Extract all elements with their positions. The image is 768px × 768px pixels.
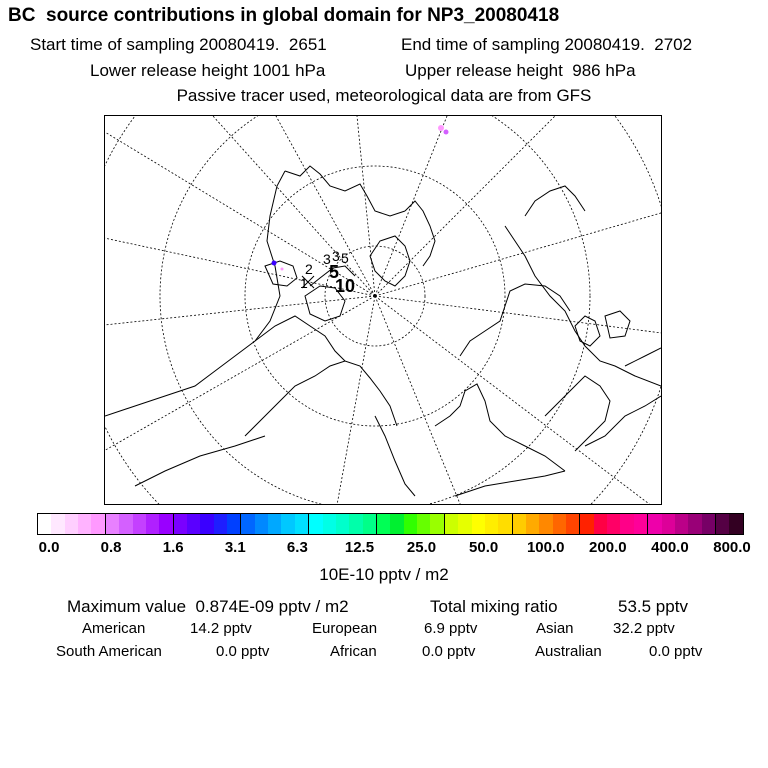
colorbar-units: 10E-10 pptv / m2	[319, 565, 449, 584]
source-label-european: European	[312, 620, 378, 637]
trajectory-label: 3	[323, 251, 331, 267]
tracer-note: Passive tracer used, meteorological data are from GFS	[176, 86, 592, 105]
colorbar-tick-label: 6.3	[286, 539, 308, 556]
total-mixing-ratio-label: Total mixing ratio	[430, 597, 558, 616]
colorbar-segment	[566, 514, 579, 534]
colorbar-tick-label: 800.0	[713, 539, 751, 556]
start-time-text: Start time of sampling 20080419. 2651	[30, 35, 327, 54]
colorbar-tick-label: 12.5	[344, 539, 375, 556]
colorbar-segment	[105, 514, 119, 534]
colorbar-segment	[634, 514, 647, 534]
colorbar-segment	[349, 514, 362, 534]
colorbar-segment	[620, 514, 633, 534]
meridian	[375, 116, 455, 296]
source-value-south-american: 0.0 pptv	[216, 643, 270, 660]
plume-spot	[444, 130, 449, 135]
source-value-asian: 32.2 pptv	[613, 620, 675, 637]
colorbar-segment	[702, 514, 715, 534]
colorbar-segment	[688, 514, 701, 534]
colorbar-tick-label: 100.0	[526, 539, 565, 556]
colorbar-tick-label: 0.0	[38, 539, 60, 556]
polar-map	[104, 115, 662, 505]
trajectory-label: 5	[341, 250, 349, 266]
colorbar-segment	[607, 514, 620, 534]
colorbar-tick-label: 200.0	[589, 539, 627, 556]
colorbar-segment	[173, 514, 187, 534]
plume-spot	[438, 125, 444, 131]
colorbar-segment	[390, 514, 403, 534]
source-label-asian: Asian	[536, 620, 574, 637]
source-value-american: 14.2 pptv	[190, 620, 252, 637]
colorbar-segment	[363, 514, 376, 534]
meridian	[375, 116, 575, 296]
colorbar-segment	[647, 514, 661, 534]
lower-release-text: Lower release height 1001 hPa	[90, 61, 326, 80]
colorbar-tick-label: 3.1	[224, 539, 246, 556]
colorbar-segment	[119, 514, 132, 534]
colorbar-segment	[458, 514, 471, 534]
colorbar-segment	[417, 514, 430, 534]
upper-release-text: Upper release height 986 hPa	[405, 61, 636, 80]
trajectory-label: 5	[329, 262, 340, 282]
colorbar-segment	[404, 514, 417, 534]
map-canvas	[105, 116, 661, 504]
colorbar-tick-label: 400.0	[651, 539, 689, 556]
colorbar-segment	[553, 514, 566, 534]
trajectory	[300, 248, 355, 296]
colorbar-segment	[472, 514, 485, 534]
colorbar-segment	[159, 514, 172, 534]
figure-title: BC source contributions in global domain for NP3_20080418	[8, 5, 560, 26]
plume-spot	[281, 268, 284, 271]
colorbar-segment	[227, 514, 240, 534]
colorbar-segment	[675, 514, 688, 534]
colorbar-segment	[539, 514, 552, 534]
colorbar-segment	[133, 514, 146, 534]
colorbar	[37, 513, 744, 535]
meridian	[105, 296, 375, 456]
colorbar-segment	[200, 514, 213, 534]
source-value-australian: 0.0 pptv	[649, 643, 703, 660]
colorbar-segment	[594, 514, 607, 534]
colorbar-segment	[78, 514, 91, 534]
source-label-australian: Australian	[535, 643, 602, 660]
lat-circle-50	[105, 116, 661, 504]
colorbar-segment	[485, 514, 498, 534]
meridian	[335, 296, 375, 504]
colorbar-segment	[430, 514, 443, 534]
colorbar-segment	[526, 514, 539, 534]
source-value-african: 0.0 pptv	[422, 643, 476, 660]
colorbar-segment	[91, 514, 104, 534]
colorbar-segment	[214, 514, 227, 534]
colorbar-segment	[308, 514, 322, 534]
colorbar-segment	[715, 514, 729, 534]
meridian	[105, 296, 375, 326]
colorbar-tick-label: 0.8	[100, 539, 122, 556]
colorbar-segment	[512, 514, 526, 534]
source-label-american: American	[82, 620, 146, 637]
meridian	[375, 206, 661, 296]
trajectory-label: 1	[300, 275, 308, 291]
colorbar-segment	[498, 514, 511, 534]
colorbar-segment	[295, 514, 308, 534]
source-value-european: 6.9 pptv	[424, 620, 478, 637]
colorbar-segment	[281, 514, 294, 534]
colorbar-segment	[444, 514, 458, 534]
meridian	[375, 296, 465, 504]
colorbar-segment	[323, 514, 336, 534]
colorbar-segment	[146, 514, 159, 534]
total-mixing-ratio-value: 53.5 pptv	[618, 597, 688, 616]
colorbar-tick-label: 1.6	[162, 539, 184, 556]
colorbar-segment	[240, 514, 254, 534]
colorbar-segment	[65, 514, 78, 534]
colorbar-segment	[579, 514, 593, 534]
end-time-text: End time of sampling 20080419. 2702	[401, 35, 693, 54]
trajectory-label: 3	[332, 248, 340, 264]
coastlines	[105, 166, 661, 496]
meridian	[375, 296, 661, 336]
colorbar-segment	[662, 514, 675, 534]
colorbar-segment	[38, 514, 51, 534]
trajectory-label: 10	[335, 276, 356, 296]
colorbar-segment	[255, 514, 268, 534]
maximum-value: Maximum value 0.874E-09 pptv / m2	[67, 597, 349, 616]
colorbar-segment	[187, 514, 200, 534]
colorbar-segment	[51, 514, 64, 534]
colorbar-segment	[729, 514, 742, 534]
source-label-african: African	[330, 643, 377, 660]
colorbar-segment	[376, 514, 390, 534]
source-label-south-american: South American	[56, 643, 162, 660]
trajectory-label: 2	[305, 261, 313, 277]
colorbar-tick-label: 25.0	[406, 539, 437, 556]
graticule	[105, 116, 661, 504]
colorbar-segment	[268, 514, 281, 534]
colorbar-segment	[336, 514, 349, 534]
plume-spot	[272, 261, 277, 266]
colorbar-tick-label: 50.0	[469, 539, 499, 556]
